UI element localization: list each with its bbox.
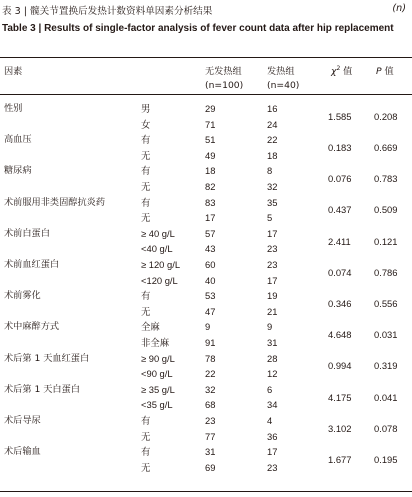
- factor-level: 无: [141, 461, 151, 473]
- p-value: 0.031: [374, 329, 398, 341]
- factor-level: <90 g/L: [141, 368, 173, 380]
- factor-name: 高血压: [4, 134, 32, 146]
- factor-level: ≥ 40 g/L: [141, 227, 175, 239]
- count-no-fever: 43: [205, 243, 216, 255]
- count-no-fever: 22: [205, 368, 216, 380]
- header-p-value: P 值: [376, 66, 394, 77]
- count-no-fever: 69: [205, 461, 216, 473]
- count-fever: 23: [267, 259, 278, 270]
- count-no-fever: 82: [205, 181, 216, 192]
- factor-name: 术前雾化: [4, 290, 41, 302]
- chi-square-value: 0.076: [328, 173, 352, 185]
- chi-square-value: 4.175: [328, 391, 352, 403]
- count-no-fever: 83: [205, 196, 216, 208]
- header-chi-square: $\chi^2$ 值: [331, 64, 353, 77]
- count-fever: 12: [267, 368, 278, 380]
- count-no-fever: 17: [205, 212, 216, 224]
- count-fever: 4: [267, 415, 273, 426]
- count-fever: 16: [267, 103, 278, 114]
- count-fever: 17: [267, 446, 278, 458]
- chi-square-value: 0.183: [328, 142, 352, 153]
- p-value: 0.041: [374, 391, 398, 403]
- count-fever: 22: [267, 134, 278, 146]
- p-value: 0.121: [374, 235, 398, 247]
- header-factor: 因素: [4, 66, 23, 77]
- count-no-fever: 32: [205, 383, 216, 395]
- top-rule: [0, 57, 412, 58]
- count-fever: 36: [267, 430, 278, 442]
- count-no-fever: 29: [205, 103, 216, 114]
- count-fever: 18: [267, 149, 278, 161]
- count-fever: 23: [267, 461, 278, 473]
- table-caption-zh: 表 3 | 髋关节置换后发热计数资料单因素分析结果: [2, 6, 213, 17]
- header-no-fever-n: (n=100): [205, 80, 244, 91]
- factor-level: 非全麻: [141, 337, 170, 348]
- p-value: 0.208: [374, 110, 398, 122]
- count-fever: 6: [267, 383, 273, 395]
- factor-name: 性别: [4, 103, 23, 114]
- count-no-fever: 49: [205, 149, 216, 161]
- factor-level: 无: [141, 149, 151, 161]
- factor-name: 术中麻醉方式: [4, 321, 60, 333]
- count-no-fever: 91: [205, 337, 216, 348]
- header-rule: [0, 94, 412, 95]
- factor-level: <40 g/L: [141, 243, 173, 255]
- count-no-fever: 53: [205, 290, 216, 302]
- factor-level: 全麻: [141, 321, 160, 333]
- factor-level: 无: [141, 430, 151, 442]
- p-value: 0.783: [374, 173, 398, 185]
- factor-level: 有: [141, 446, 151, 458]
- factor-name: 术前服用非类固醇抗炎药: [4, 196, 106, 208]
- count-fever: 5: [267, 212, 273, 224]
- factor-name: 术后输血: [4, 446, 41, 458]
- chi-square-value: 1.585: [328, 110, 352, 122]
- factor-level: 有: [141, 290, 151, 302]
- p-value: 0.195: [374, 454, 398, 465]
- count-no-fever: 71: [205, 118, 216, 130]
- chi-square-value: 2.411: [328, 235, 351, 247]
- p-value: 0.556: [374, 298, 398, 309]
- factor-level: <120 g/L: [141, 274, 178, 286]
- factor-level: 无: [141, 305, 151, 317]
- count-fever: 28: [267, 352, 278, 364]
- count-fever: 23: [267, 243, 278, 255]
- count-fever: 17: [267, 274, 278, 286]
- table-caption-en: Table 3 | Results of single-factor analysis of fever count data after hip replacement: [2, 23, 394, 34]
- header-fever-n: (n=40): [267, 80, 300, 91]
- p-value: 0.509: [374, 204, 398, 216]
- count-fever: 31: [267, 337, 278, 348]
- count-fever: 9: [267, 321, 273, 333]
- count-no-fever: 31: [205, 446, 216, 458]
- factor-level: 有: [141, 165, 151, 177]
- chi-square-value: 0.994: [328, 360, 352, 372]
- factor-name: 糖尿病: [4, 165, 32, 177]
- chi-square-value: 1.677: [328, 454, 352, 465]
- factor-level: <35 g/L: [141, 399, 173, 411]
- count-fever: 19: [267, 290, 278, 302]
- factor-name: 术后第 1 天白蛋白: [4, 383, 80, 395]
- count-fever: 32: [267, 181, 278, 192]
- factor-name: 术前血红蛋白: [4, 259, 60, 270]
- factor-level: ≥ 120 g/L: [141, 259, 181, 270]
- factor-level: 有: [141, 415, 151, 426]
- count-no-fever: 18: [205, 165, 216, 177]
- p-value: 0.078: [374, 422, 398, 434]
- header-fever: 发热组: [267, 66, 295, 77]
- count-fever: 35: [267, 196, 278, 208]
- factor-level: 男: [141, 103, 151, 114]
- factor-level: ≥ 90 g/L: [141, 352, 175, 364]
- chi-square-value: 0.346: [328, 298, 352, 309]
- p-value: 0.319: [374, 360, 398, 372]
- p-value: 0.669: [374, 142, 398, 153]
- count-fever: 8: [267, 165, 273, 177]
- factor-level: ≥ 35 g/L: [141, 383, 175, 395]
- count-no-fever: 68: [205, 399, 216, 411]
- chi-square-value: 4.648: [328, 329, 352, 341]
- chi-square-value: 0.437: [328, 204, 352, 216]
- count-no-fever: 23: [205, 415, 216, 426]
- unit-note: (n): [392, 3, 406, 14]
- count-no-fever: 40: [205, 274, 216, 286]
- factor-level: 女: [141, 118, 151, 130]
- count-fever: 34: [267, 399, 278, 411]
- count-no-fever: 47: [205, 305, 216, 317]
- factor-level: 无: [141, 181, 151, 192]
- count-no-fever: 60: [205, 259, 216, 270]
- count-no-fever: 57: [205, 227, 216, 239]
- count-no-fever: 78: [205, 352, 216, 364]
- count-no-fever: 77: [205, 430, 216, 442]
- count-no-fever: 51: [205, 134, 216, 146]
- factor-name: 术后第 1 天血红蛋白: [4, 352, 90, 364]
- chi-square-value: 3.102: [328, 422, 352, 434]
- count-no-fever: 9: [205, 321, 211, 333]
- bottom-rule: [0, 491, 412, 492]
- factor-name: 术前白蛋白: [4, 227, 50, 239]
- count-fever: 24: [267, 118, 278, 130]
- factor-level: 有: [141, 196, 151, 208]
- factor-name: 术后导尿: [4, 415, 41, 426]
- p-value: 0.786: [374, 266, 398, 278]
- factor-level: 无: [141, 212, 151, 224]
- factor-level: 有: [141, 134, 151, 146]
- count-fever: 21: [267, 305, 278, 317]
- chi-square-value: 0.074: [328, 266, 352, 278]
- count-fever: 17: [267, 227, 278, 239]
- header-no-fever: 无发热组: [205, 66, 242, 77]
